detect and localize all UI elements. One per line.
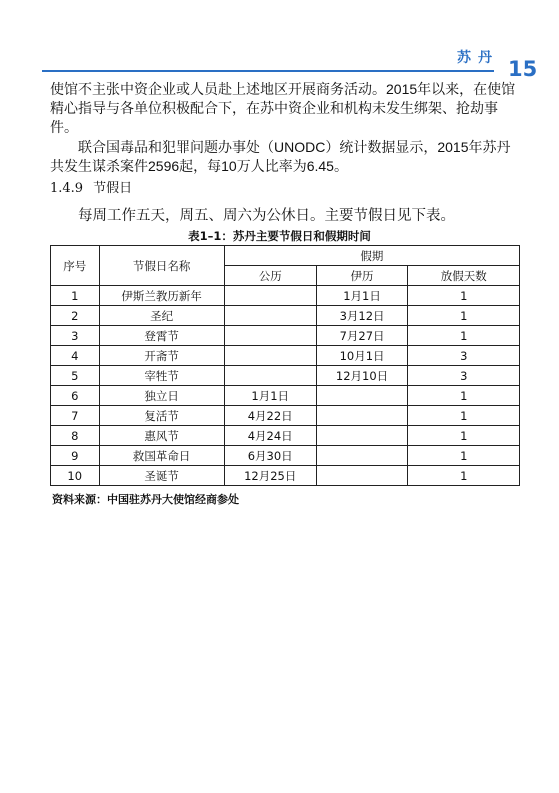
cell-name: 惠风节	[99, 426, 224, 446]
header-no: 序号	[51, 246, 100, 286]
cell-no: 7	[51, 406, 100, 426]
cell-gregorian	[224, 286, 316, 306]
cell-no: 3	[51, 326, 100, 346]
cell-no: 6	[51, 386, 100, 406]
cell-name: 独立日	[99, 386, 224, 406]
table-caption: 表1–1：苏丹主要节假日和假期时间	[188, 229, 371, 243]
cell-name: 圣纪	[99, 306, 224, 326]
page-number: 15	[508, 57, 538, 81]
cell-hijri	[316, 386, 408, 406]
cell-days: 1	[408, 286, 520, 306]
table-row	[51, 366, 520, 386]
table-row	[51, 286, 520, 306]
cell-gregorian: 1月1日	[224, 386, 316, 406]
cell-no: 4	[51, 346, 100, 366]
cell-name: 宰牲节	[99, 366, 224, 386]
table-row	[51, 346, 520, 366]
cell-hijri: 10月1日	[316, 346, 408, 366]
cell-hijri	[316, 406, 408, 426]
cell-gregorian	[224, 306, 316, 326]
section-number: 1.4.9	[50, 181, 84, 196]
cell-hijri: 12月10日	[316, 366, 408, 386]
body-paragraph-2: 联合国毒品和犯罪问题办事处（UNODC）统计数据显示，2015年苏丹共发生谋杀案件2596起，每10万人比率为6.45。	[50, 139, 511, 174]
cell-name: 开斋节	[99, 346, 224, 366]
cell-no: 10	[51, 466, 100, 486]
cell-gregorian: 4月24日	[224, 426, 316, 446]
table-row	[51, 466, 520, 486]
cell-hijri: 3月12日	[316, 306, 408, 326]
holiday-table	[50, 245, 520, 486]
cell-hijri: 1月1日	[316, 286, 408, 306]
cell-hijri	[316, 466, 408, 486]
source-note: 资料来源：中国驻苏丹大使馆经商参处	[52, 493, 239, 506]
cell-name: 圣诞节	[99, 466, 224, 486]
header-gregorian: 公历	[224, 266, 316, 286]
cell-hijri	[316, 446, 408, 466]
cell-name: 复活节	[99, 406, 224, 426]
cell-no: 8	[51, 426, 100, 446]
cell-days: 1	[408, 326, 520, 346]
section-intro: 每周工作五天，周五、周六为公休日。主要节假日见下表。	[78, 208, 455, 224]
header-country-label: 苏丹	[457, 50, 499, 66]
table-row	[51, 306, 520, 326]
cell-gregorian	[224, 326, 316, 346]
cell-gregorian: 6月30日	[224, 446, 316, 466]
section-heading	[50, 180, 132, 198]
cell-days: 1	[408, 386, 520, 406]
cell-gregorian: 4月22日	[224, 406, 316, 426]
cell-days: 1	[408, 426, 520, 446]
table-row	[51, 386, 520, 406]
cell-days: 1	[408, 446, 520, 466]
cell-name: 登霄节	[99, 326, 224, 346]
cell-days: 3	[408, 366, 520, 386]
cell-name: 救国革命日	[99, 446, 224, 466]
cell-hijri	[316, 426, 408, 446]
cell-gregorian	[224, 346, 316, 366]
cell-no: 2	[51, 306, 100, 326]
cell-gregorian: 12月25日	[224, 466, 316, 486]
cell-name: 伊斯兰教历新年	[99, 286, 224, 306]
header-hijri: 伊历	[316, 266, 408, 286]
cell-days: 1	[408, 466, 520, 486]
body-paragraph-1: 使馆不主张中资企业或人员赴上述地区开展商务活动。2015年以来，在使馆精心指导与各单位积极配合下，在苏中资企业和机构未发生绑架、抢劫事件。	[50, 81, 516, 135]
table-row	[51, 426, 520, 446]
cell-hijri: 7月27日	[316, 326, 408, 346]
header-period: 假期	[224, 246, 519, 266]
cell-days: 1	[408, 306, 520, 326]
table-row	[51, 406, 520, 426]
cell-no: 5	[51, 366, 100, 386]
table-row	[51, 326, 520, 346]
cell-no: 1	[51, 286, 100, 306]
cell-days: 1	[408, 406, 520, 426]
table-row	[51, 446, 520, 466]
section-title: 节假日	[93, 181, 133, 196]
cell-gregorian	[224, 366, 316, 386]
header-name: 节假日名称	[99, 246, 224, 286]
header-divider	[42, 70, 494, 72]
table-body	[51, 286, 520, 486]
cell-no: 9	[51, 446, 100, 466]
header-days: 放假天数	[408, 266, 520, 286]
cell-days: 3	[408, 346, 520, 366]
